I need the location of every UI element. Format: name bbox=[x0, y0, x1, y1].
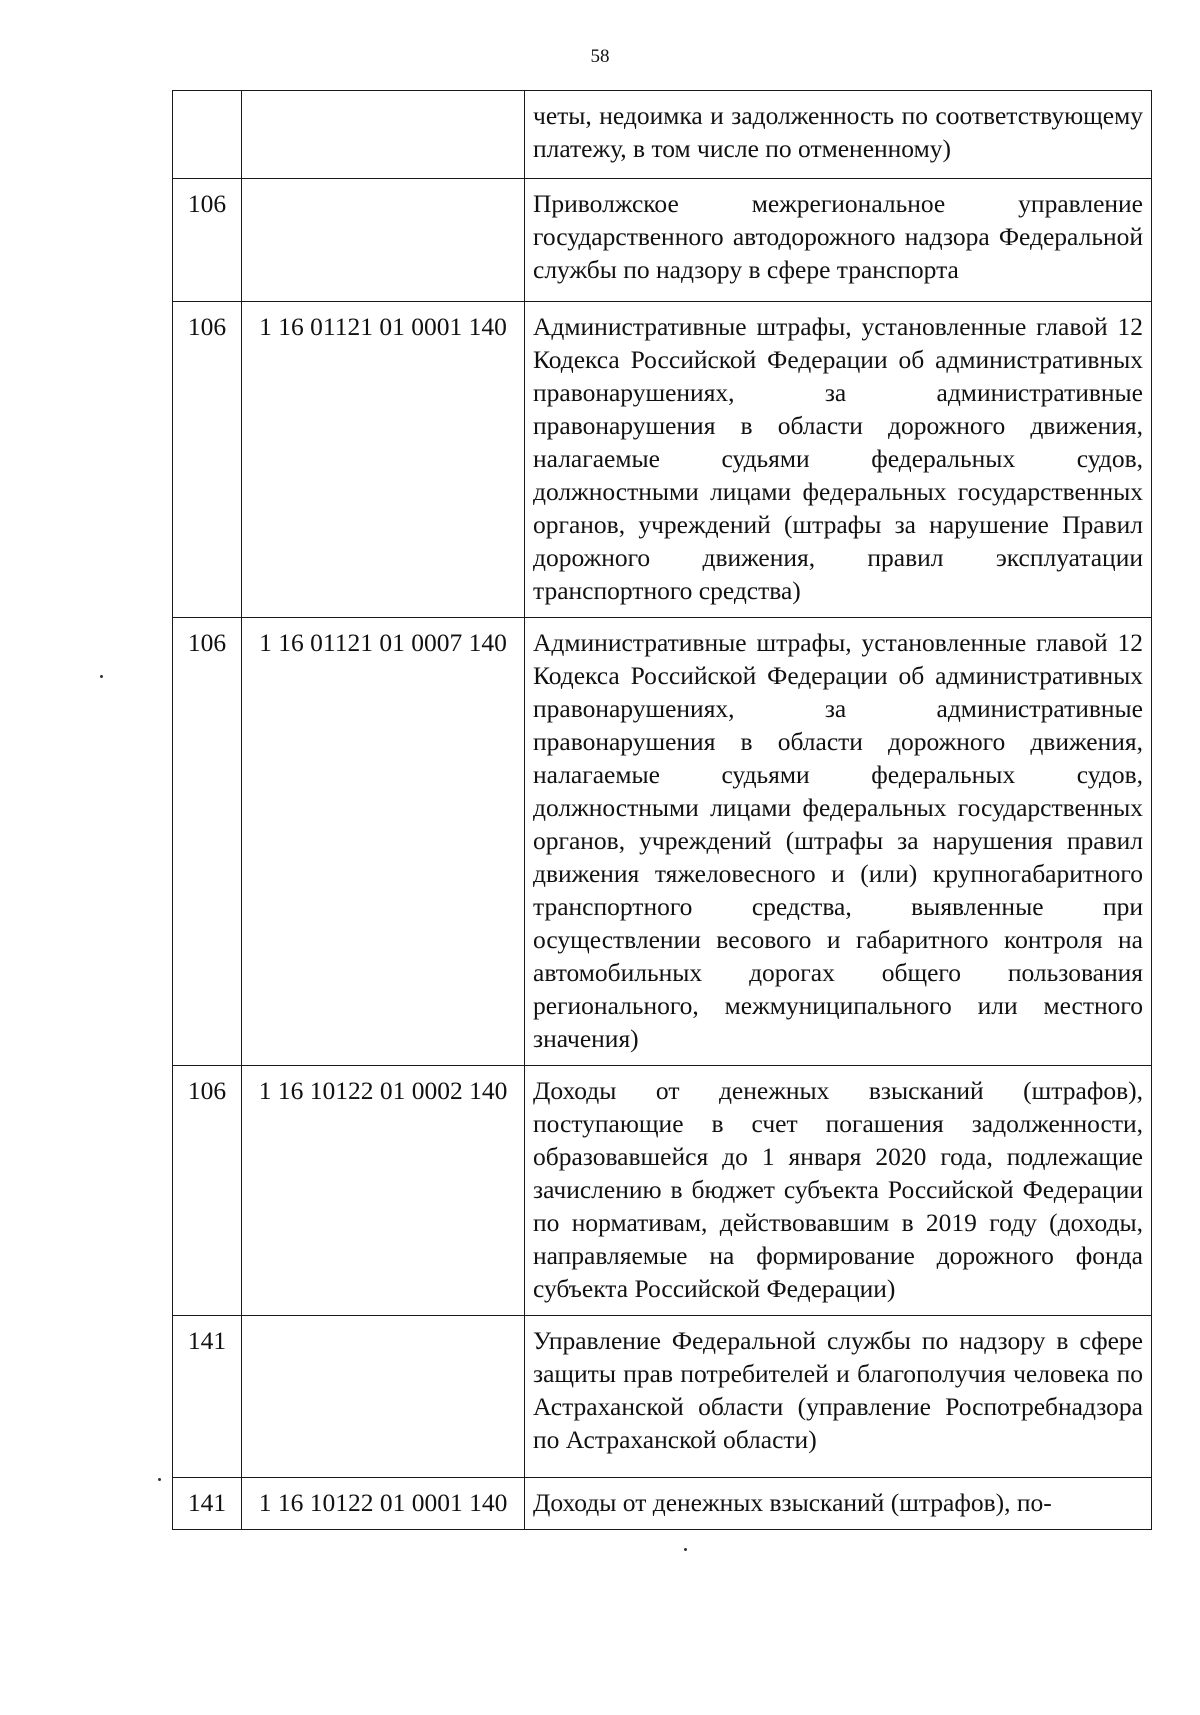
admin-code-cell: 141 bbox=[173, 1316, 242, 1478]
income-code-cell: 1 16 10122 01 0002 140 bbox=[242, 1066, 525, 1316]
page-number: 58 bbox=[590, 46, 610, 67]
scan-speck bbox=[158, 1478, 161, 1481]
table-row bbox=[173, 1316, 1152, 1478]
table-row bbox=[173, 302, 1152, 618]
name-cell: четы, недоимка и задолженность по соответствующему платежу, в том числе по отмененному) bbox=[525, 91, 1152, 179]
name-cell: Управление Федеральной службы по надзору в сфере защиты прав потребителей и благополучия человека по Астраханской области (управление Роспотребнадзора по Астраханской области) bbox=[525, 1316, 1152, 1478]
scan-speck bbox=[100, 675, 103, 678]
admin-code-cell: 106 bbox=[173, 302, 242, 618]
admin-code-cell: 141 bbox=[173, 1478, 242, 1530]
name-cell: Приволжское межрегиональное управление государственного автодорожного надзора Федеральной службы по надзору в сфере транспорта bbox=[525, 179, 1152, 302]
table-row bbox=[173, 1478, 1152, 1530]
name-cell: Доходы от денежных взысканий (штрафов), поступающие в счет погашения задолженности, образовавшейся до 1 января 2020 года, подлежащие зачислению в бюджет субъекта Российской Федерации по нормативам, действовавшим в 2019 году (доходы, направляемые на формирование дорожного фонда субъекта Российской Федерации) bbox=[525, 1066, 1152, 1316]
name-cell: Доходы от денежных взысканий (штрафов), по- bbox=[525, 1478, 1152, 1530]
income-code-cell bbox=[242, 91, 525, 179]
table-row bbox=[173, 1066, 1152, 1316]
income-code-cell bbox=[242, 1316, 525, 1478]
name-cell: Административные штрафы, установленные главой 12 Кодекса Российской Федерации об административных правонарушениях, за административные правонарушения в области дорожного движения, налагаемые судьями федеральных судов, должностными лицами федеральных государственных органов, учреждений (штрафы за нарушение Правил дорожного движения, правил эксплуатации транспортного средства) bbox=[525, 302, 1152, 618]
admin-code-cell: 106 bbox=[173, 618, 242, 1066]
scan-speck bbox=[684, 1548, 687, 1551]
admin-code-cell: 106 bbox=[173, 179, 242, 302]
income-code-cell: 1 16 10122 01 0001 140 bbox=[242, 1478, 525, 1530]
name-cell: Административные штрафы, установленные главой 12 Кодекса Российской Федерации об административных правонарушениях, за административные правонарушения в области дорожного движения, налагаемые судьями федеральных судов, должностными лицами федеральных государственных органов, учреждений (штрафы за нарушения правил движения тяжеловесного и (или) крупногабаритного транспортного средства, выявленные при осуществлении весового и габаритного контроля на автомобильных дорогах общего пользования регионального, межмуниципального или местного значения) bbox=[525, 618, 1152, 1066]
admin-code-cell: 106 bbox=[173, 1066, 242, 1316]
income-code-cell: 1 16 01121 01 0001 140 bbox=[242, 302, 525, 618]
budget-code-table bbox=[172, 90, 1152, 1530]
table-row bbox=[173, 91, 1152, 179]
admin-code-cell bbox=[173, 91, 242, 179]
table-row bbox=[173, 179, 1152, 302]
income-code-cell bbox=[242, 179, 525, 302]
income-code-cell: 1 16 01121 01 0007 140 bbox=[242, 618, 525, 1066]
table-row bbox=[173, 618, 1152, 1066]
